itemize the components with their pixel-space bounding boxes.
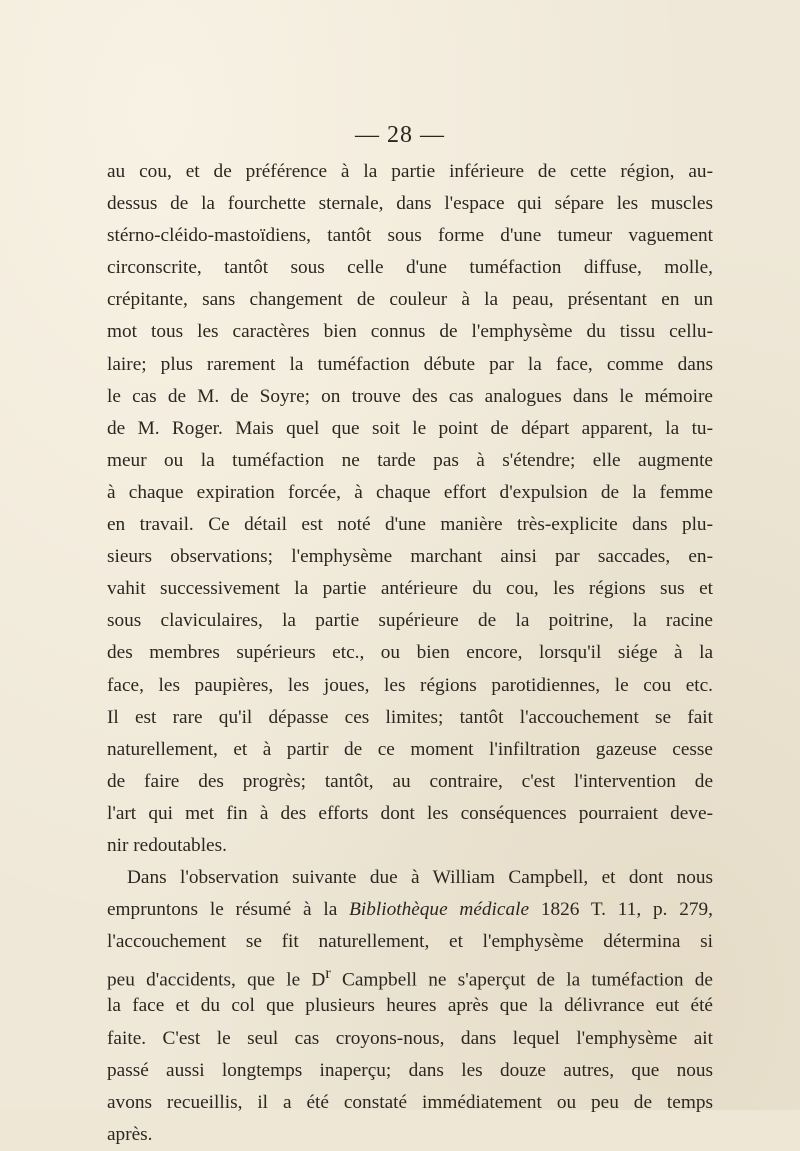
text-line: avons recueillis, il a été constaté immédiatement ou peu de temps	[107, 1091, 713, 1113]
text-line: sieurs observations; l'emphysème marchant ainsi par saccades, en-	[107, 546, 713, 568]
text-line: de M. Roger. Mais quel que soit le point de départ apparent, la tu-	[107, 417, 713, 439]
text-line	[107, 958, 713, 990]
text-line	[107, 894, 713, 926]
text-line: circonscrite, tantôt sous celle d'une tuméfaction diffuse, molle,	[107, 257, 713, 279]
text-line: meur ou la tuméfaction ne tarde pas à s'étendre; elle augmente	[107, 449, 713, 471]
text-line: de faire des progrès; tantôt, au contraire, c'est l'intervention de	[107, 770, 713, 792]
text-line: laire; plus rarement la tuméfaction débute par la face, comme dans	[107, 353, 713, 375]
text-line: à chaque expiration forcée, à chaque effort d'expulsion de la femme	[107, 481, 713, 503]
text-line: le cas de M. de Soyre; on trouve des cas analogues dans le mémoire	[107, 385, 713, 407]
superscript: r	[325, 965, 331, 983]
text-line: en travail. Ce détail est noté d'une manière très-explicite dans plu-	[107, 514, 713, 536]
text-line: faite. C'est le seul cas croyons-nous, dans lequel l'emphysème ait	[107, 1027, 713, 1049]
text-line: sous claviculaires, la partie supérieure de la poitrine, la racine	[107, 610, 713, 632]
text-line: Il est rare qu'il dépasse ces limites; tantôt l'accouchement se fait	[107, 706, 713, 728]
line-segment: empruntons le résumé à la	[107, 899, 350, 921]
line-segment: peu d'accidents, que le D	[107, 969, 326, 991]
text-line: vahit successivement la partie antérieure du cou, les régions sus et	[107, 578, 713, 600]
text-line: au cou, et de préférence à la partie inférieure de cette région, au-	[107, 161, 713, 182]
journal-title: Bibliothèque médicale	[349, 899, 530, 921]
text-line: après.	[107, 1123, 153, 1145]
body-text	[107, 156, 713, 1151]
page-number: — 28 —	[355, 122, 445, 148]
text-line: naturellement, et à partir de ce moment l'infiltration gazeuse cesse	[107, 738, 713, 760]
text-line: l'accouchement se fit naturellement, et l'emphysème détermina si	[107, 931, 713, 953]
text-line: crépitante, sans changement de couleur à la peau, présentant en un	[107, 289, 713, 311]
line-segment: Campbell ne s'aperçut de la tuméfaction de	[330, 969, 713, 991]
text-line: des membres supérieurs etc., ou bien encore, lorsqu'il siége à la	[107, 642, 713, 664]
text-line: mot tous les caractères bien connus de l'emphysème du tissu cellu-	[107, 321, 713, 343]
text-line: Dans l'observation suivante due à William Campbell, et dont nous	[127, 867, 713, 889]
text-line: passé aussi longtemps inaperçu; dans les douze autres, que nous	[107, 1059, 713, 1081]
text-line: nir redoutables.	[107, 834, 227, 856]
line-segment: 1826 T. 11, p. 279,	[529, 899, 713, 921]
text-line: la face et du col que plusieurs heures après que la délivrance eut été	[107, 995, 713, 1017]
text-line: dessus de la fourchette sternale, dans l'espace qui sépare les muscles	[107, 193, 713, 215]
text-line: l'art qui met fin à des efforts dont les conséquences pourraient deve-	[107, 802, 713, 824]
text-line: face, les paupières, les joues, les régions parotidiennes, le cou etc.	[107, 674, 713, 696]
text-line: stérno-cléido-mastoïdiens, tantôt sous forme d'une tumeur vaguement	[107, 225, 713, 247]
